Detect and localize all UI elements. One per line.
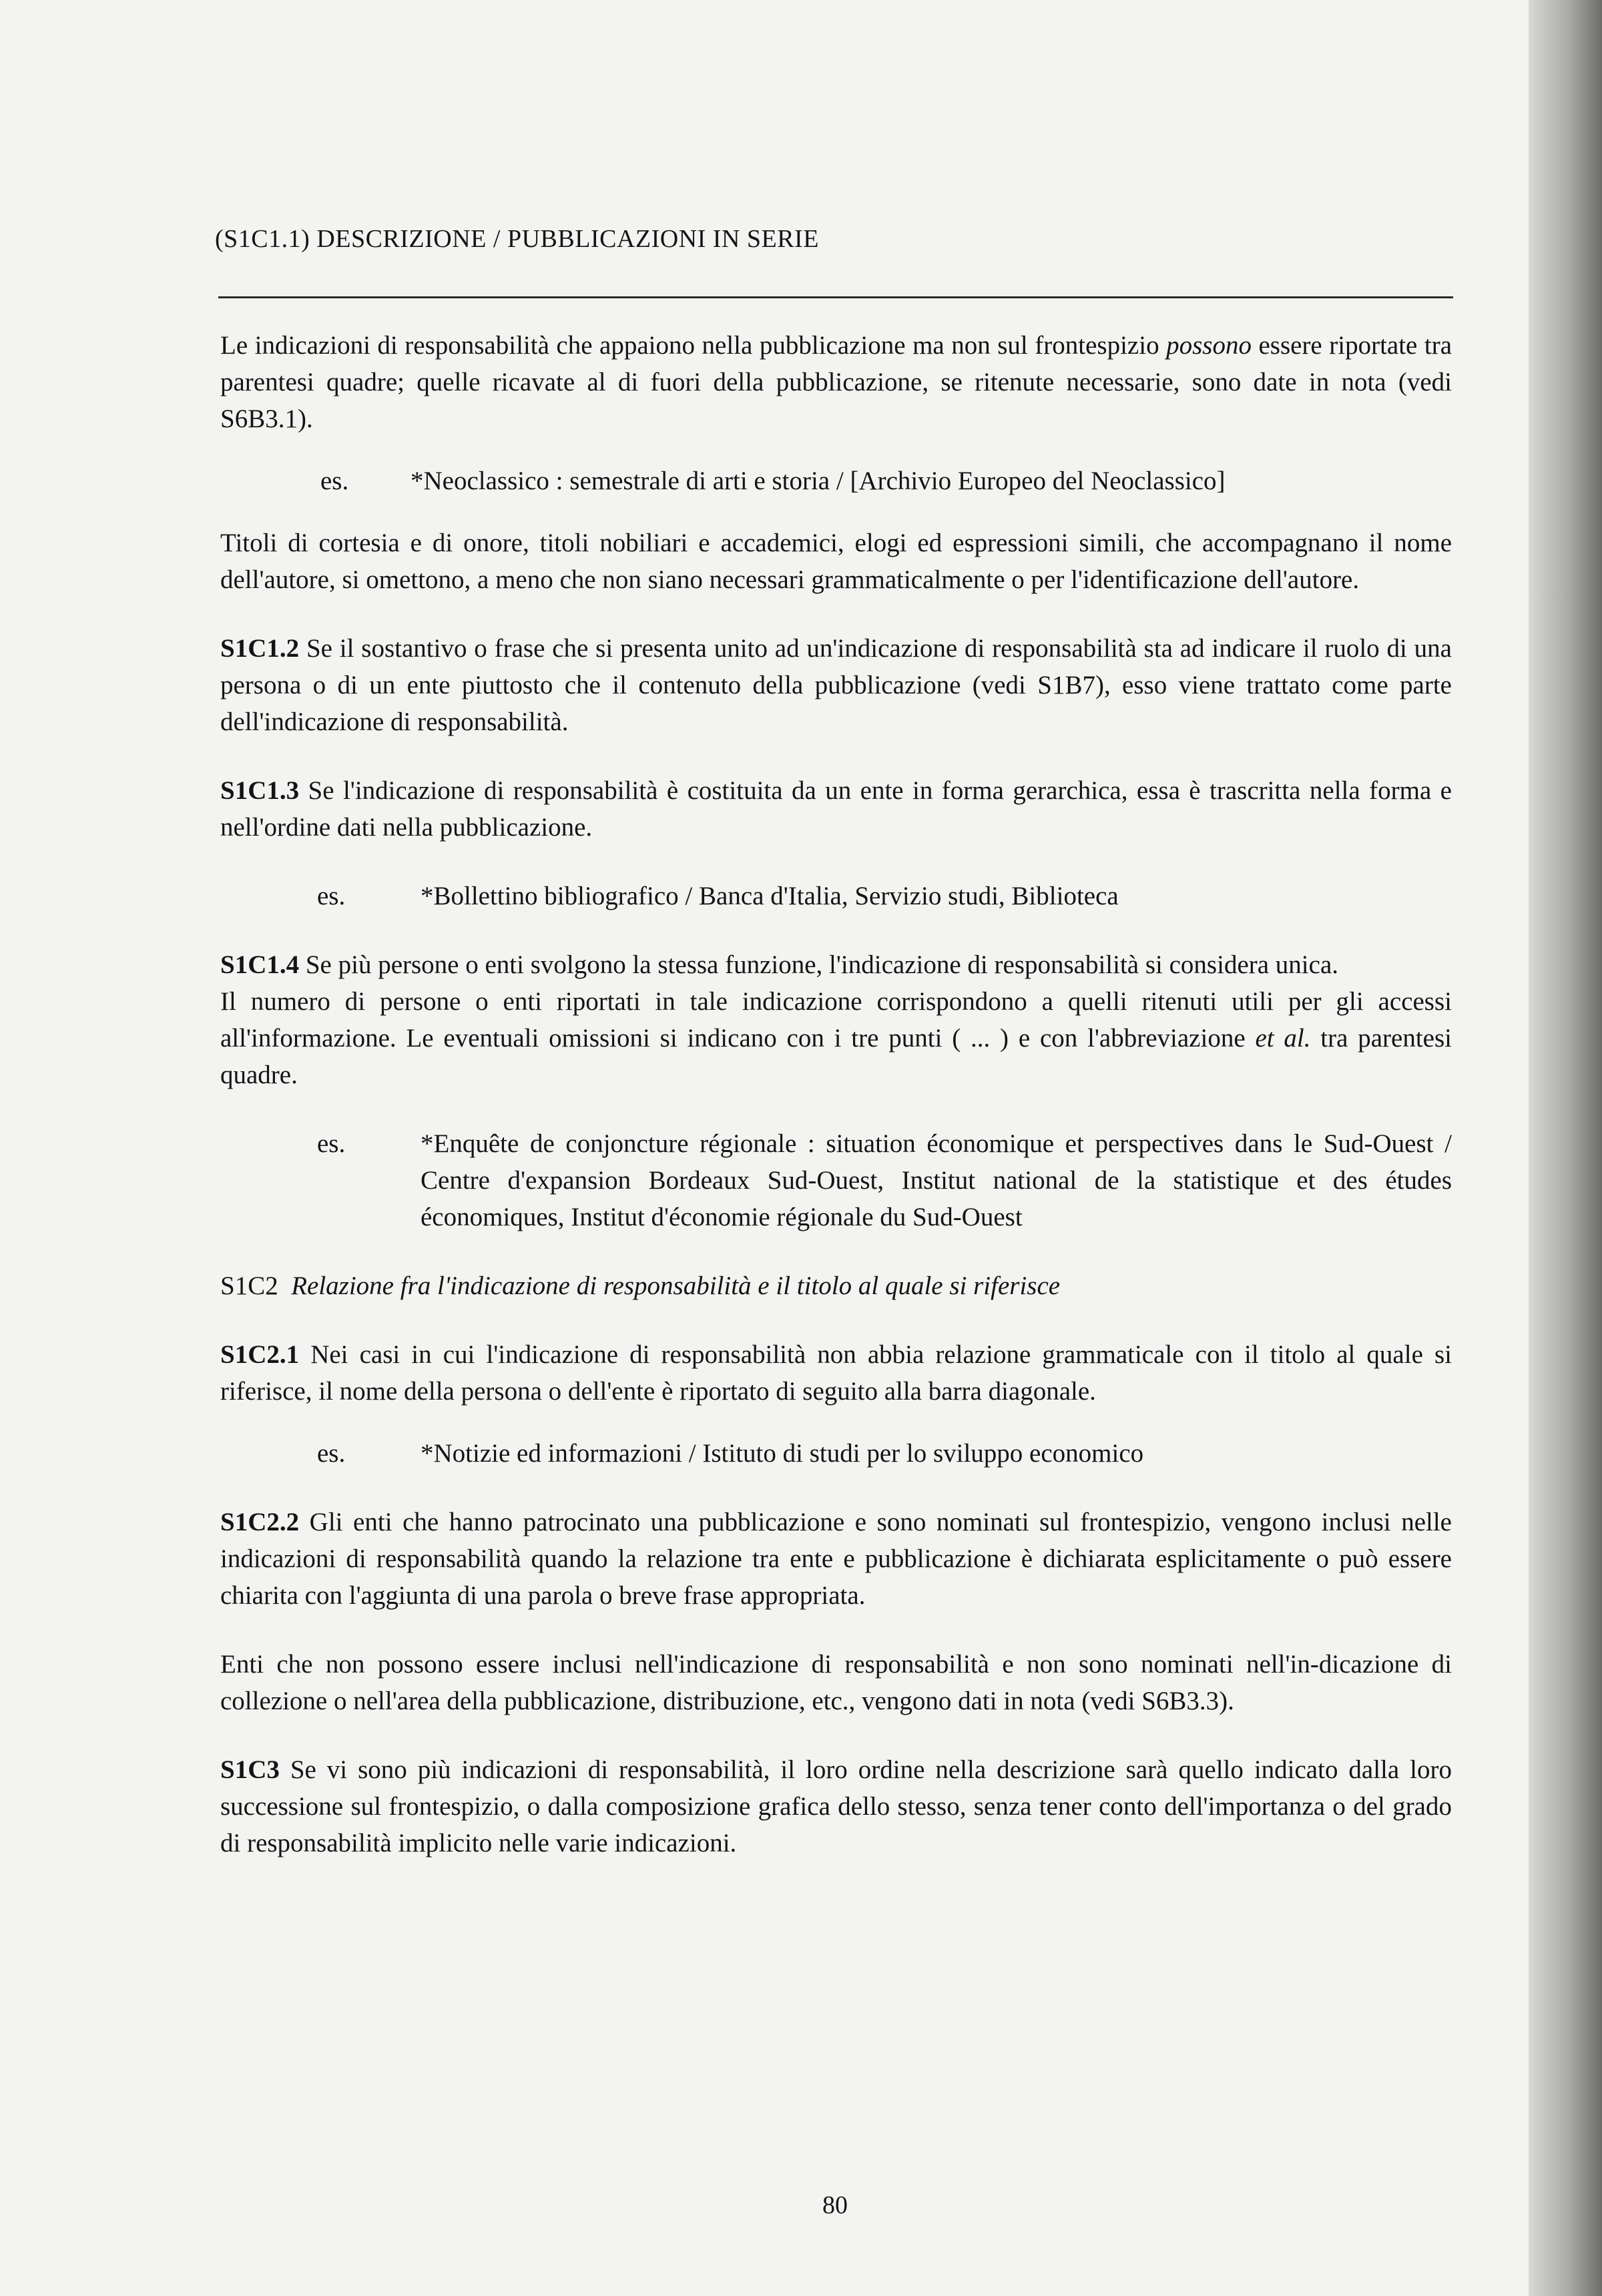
example-text: *Bollettino bibliografico / Banca d'Italia, Servizio studi, Biblioteca (421, 882, 1119, 910)
example-text: *Enquête de conjoncture régionale : situation économique et perspectives dans le Sud-Ouest / Centre d'expansion Bordeaux Sud-Ouest, Institut national de la statistique et des études économiques, Institut d'économie régionale du Sud-Ouest (421, 1129, 1452, 1231)
section-code: S1C1.2 (220, 634, 300, 663)
section-title: Relazione fra l'indicazione di responsabilità e il titolo al quale si riferisce (291, 1271, 1061, 1300)
example-label: es. (320, 467, 349, 495)
section-s1c2 (220, 1267, 1452, 1304)
section-code: S1C2 (220, 1271, 278, 1300)
paragraph-number-of-persons (220, 983, 1452, 1093)
paragraph-titles-courtesy: Titoli di cortesia e di onore, titoli nobiliari e accademici, elogi ed espressioni simili, che accompagnano il nome dell'autore, si omettono, a meno che non siano necessari grammaticalmente o per l'identificazione dell'autore. (220, 529, 1452, 594)
example-neoclassico (220, 463, 1452, 499)
paragraph-enti-in-nota: Enti che non possono essere inclusi nell'indicazione di responsabilità e non sono nominati nell'in-dicazione di collezione o nell'area della pubblicazione, distribuzione, etc., vengono dati in nota (vedi S6B3.3). (220, 1650, 1452, 1715)
page-body (220, 327, 1452, 1894)
example-text: *Neoclassico : semestrale di arti e storia / [Archivio Europeo del Neoclassico] (411, 467, 1226, 495)
example-label: es. (317, 1129, 346, 1158)
running-header: (S1C1.1) DESCRIZIONE / PUBBLICAZIONI IN SERIE (215, 225, 819, 253)
section-s1c1-3 (220, 772, 1452, 846)
section-text: Nei casi in cui l'indicazione di responsabilità non abbia relazione grammaticale con il titolo al quale si riferisce, il nome della persona o dell'ente è riportato di seguito alla barra diagonale. (220, 1340, 1452, 1406)
text-run: Le indicazioni di responsabilità che appaiono nella pubblicazione ma non sul frontespizio (220, 331, 1167, 360)
section-s1c2-2 (220, 1504, 1452, 1614)
section-text: Gli enti che hanno patrocinato una pubblicazione e sono nominati sul frontespizio, vengono inclusi nelle indicazioni di responsabilità quando la relazione tra ente e pubblicazione è dichiarata esplicitamente o può essere chiarita con l'aggiunta di una parola o breve frase appropriata. (220, 1508, 1452, 1610)
section-code: S1C3 (220, 1755, 280, 1784)
text-run: essere riportate tra parentesi quadre; quelle ricavate al di fuori della pubblicazione, se ritenute necessarie, sono date in nota (vedi S6B3.1). (220, 331, 1452, 433)
italic-term: possono (1166, 331, 1252, 360)
section-code: S1C1.3 (220, 776, 300, 805)
text-run: tra parentesi quadre. (220, 1024, 1452, 1089)
example-label: es. (317, 1439, 346, 1468)
example-label: es. (317, 882, 346, 910)
italic-term: et al. (1255, 1024, 1311, 1053)
text-run: Il numero di persone o enti riportati in tale indicazione corrispondono a quelli ritenuti utili per gli accessi all'informazione. Le eventuali omissioni si indicano con i tre punti ( ... ) e con l'abbreviazione (220, 987, 1452, 1053)
example-bollettino (220, 878, 1452, 914)
paragraph-responsibility-brackets (220, 327, 1452, 437)
section-s1c1-4 (220, 946, 1452, 983)
section-s1c2-1 (220, 1336, 1452, 1410)
section-code: S1C1.4 (220, 950, 300, 979)
section-s1c1-2 (220, 630, 1452, 740)
section-s1c3 (220, 1751, 1452, 1861)
example-notizie (220, 1435, 1452, 1472)
section-text: Se più persone o enti svolgono la stessa funzione, l'indicazione di responsabilità si considera unica. (299, 950, 1339, 979)
section-text: Se vi sono più indicazioni di responsabilità, il loro ordine nella descrizione sarà quello indicato dalla loro successione sul frontespizio, o dalla composizione grafica dello stesso, senza tener conto dell'importanza o del grado di responsabilità implicito nelle varie indicazioni. (220, 1755, 1452, 1857)
section-text: Se il sostantivo o frase che si presenta unito ad un'indicazione di responsabilità sta ad indicare il ruolo di una persona o di un ente piuttosto che il contenuto della pubblicazione (vedi S1B7), esso viene trattato come parte dell'indicazione di responsabilità. (220, 634, 1452, 736)
section-code: S1C2.1 (220, 1340, 300, 1369)
section-text: Se l'indicazione di responsabilità è costituita da un ente in forma gerarchica, essa è trascritta nella forma e nell'ordine dati nella pubblicazione. (220, 776, 1452, 842)
page-number: 80 (822, 2191, 848, 2219)
section-code: S1C2.2 (220, 1508, 300, 1536)
header-rule (218, 296, 1453, 298)
page-edge-shadow (1529, 0, 1602, 2296)
example-enquete (220, 1125, 1452, 1235)
example-text: *Notizie ed informazioni / Istituto di studi per lo sviluppo economico (421, 1439, 1144, 1468)
